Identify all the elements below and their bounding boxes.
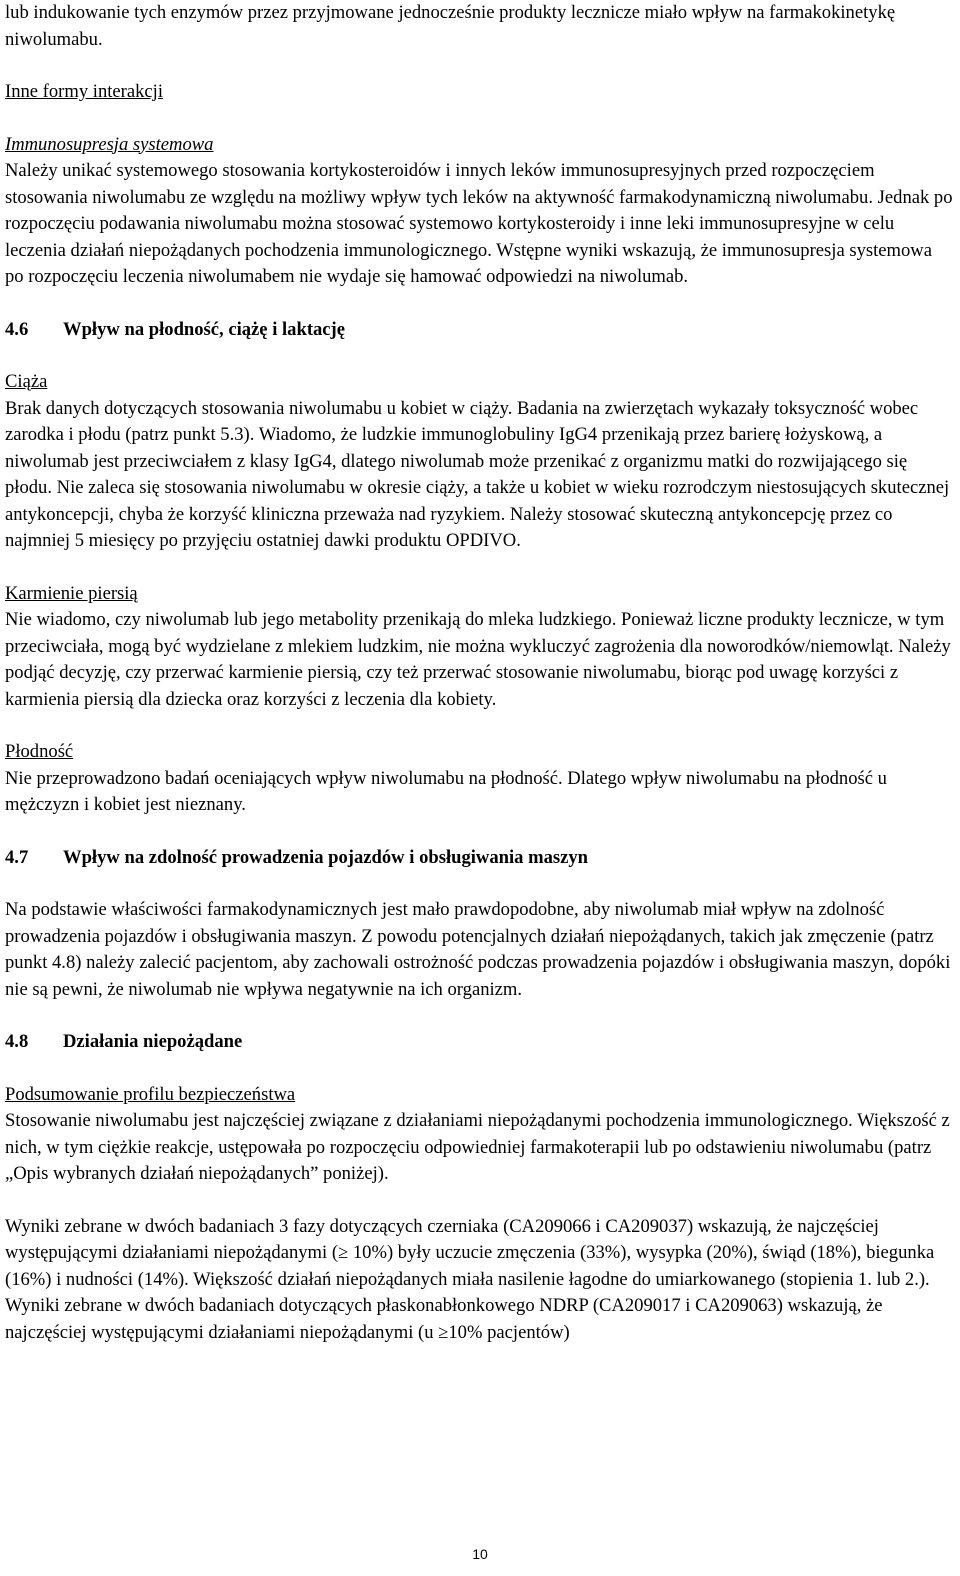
fertility-paragraph: Nie przeprowadzono badań oceniających wpływ niwolumabu na płodność. Dlatego wpływ niwolumabu na płodność u mężczyzn i kobiet jest nieznany. bbox=[5, 767, 887, 815]
immunosuppression-paragraph: Należy unikać systemowego stosowania kortykosteroidów i innych leków immunosupresyjnych przed rozpoczęciem stosowania niwolumabu ze względu na możliwy wpływ tych leków na aktywność farmakodynamiczną niwolumabu. Jednak po rozpoczęciu podawania niwolumabu można stosować systemowo kortykosteroidy i inne leki immunosupresyjne w celu leczenia działań niepożądanych pochodzenia immunologicznego. Wstępne wyniki wskazują, że immunosupresja systemowa po rozpoczęciu leczenia niwolumabem nie wydaje się hamować odpowiedzi na niwolumab. bbox=[5, 160, 953, 287]
section-title: Wpływ na zdolność prowadzenia pojazdów i obsługiwania maszyn bbox=[63, 846, 589, 868]
section-number: 4.8 bbox=[5, 1031, 29, 1052]
document-page bbox=[5, 0, 955, 1346]
driving-paragraph: Na podstawie właściwości farmakodynamicznych jest mało prawdopodobne, aby niwolumab miał wpływ na zdolność prowadzenia pojazdów i obsługiwania maszyn. Z powodu potencjalnych działań niepożądanych, takich jak zmęczenie (patrz punkt 4.8) należy zalecić pacjentom, aby zachowali ostrożność podczas prowadzenia pojazdów i obsługiwania maszyn, dopóki nie są pewni, że niwolumab nie wpływa negatywnie na ich organizm. bbox=[5, 899, 951, 1000]
section-number: 4.6 bbox=[5, 318, 29, 340]
section-4-7-heading bbox=[5, 845, 955, 872]
immunosuppression-subtitle: Immunosupresja systemowa bbox=[5, 133, 214, 155]
breastfeeding-paragraph: Nie wiadomo, czy niwolumab lub jego metabolity przenikają do mleka ludzkiego. Ponieważ liczne produkty lecznicze, w tym przeciwciała, mogą być wydzielane z mlekiem ludzkim, nie można wykluczyć zagrożenia dla noworodków/niemowląt. Należy podjąć decyzję, czy przerwać karmienie piersią, czy też przerwać stosowanie niwolumabu, biorąc pod uwagę korzyści z karmienia piersią dla dziecka oraz korzyści z leczenia dla kobiety. bbox=[5, 609, 951, 710]
section-title: Działania niepożądane bbox=[63, 1031, 243, 1052]
nsclc-results-paragraph: Wyniki zebrane w dwóch badaniach dotyczących płaskonabłonkowego NDRP (CA209017 i CA209063) wskazują, że najczęściej występującymi działaniami niepożądanymi (u ≥10% pacjentów) bbox=[5, 1295, 883, 1343]
page-number: 10 bbox=[472, 1546, 488, 1562]
intro-continuation: lub indukowanie tych enzymów przez przyjmowane jednocześnie produkty lecznicze miało wpływ na farmakokinetykę niwolumabu. bbox=[5, 2, 896, 50]
section-4-6-heading bbox=[5, 317, 955, 344]
breastfeeding-title: Karmienie piersią bbox=[5, 582, 138, 604]
fertility-title: Płodność bbox=[5, 741, 74, 762]
section-title: Wpływ na płodność, ciążę i laktację bbox=[63, 318, 346, 340]
pregnancy-title: Ciąża bbox=[5, 371, 48, 392]
other-interactions-title: Inne formy interakcji bbox=[5, 81, 163, 102]
section-number: 4.7 bbox=[5, 846, 29, 868]
safety-summary-paragraph: Stosowanie niwolumabu jest najczęściej związane z działaniami niepożądanymi pochodzenia immunologicznego. Większość z nich, w tym ciężkie reakcje, ustępowała po rozpoczęciu odpowiedniej farmakoterapii lub po odstawieniu niwolumabu (patrz „Opis wybranych działań niepożądanych” poniżej). bbox=[5, 1110, 950, 1184]
pregnancy-paragraph: Brak danych dotyczących stosowania niwolumabu u kobiet w ciąży. Badania na zwierzętach wykazały toksyczność wobec zarodka i płodu (patrz punkt 5.3). Wiadomo, że ludzkie immunoglobuliny IgG4 przenikają przez barierę łożyskową, a niwolumab jest przeciwciałem z klasy IgG4, dlatego niwolumab może przenikać z organizmu matki do rozwijającego się płodu. Nie zaleca się stosowania niwolumabu w okresie ciąży, a także u kobiet w wieku rozrodczym niestosujących skutecznej antykoncepcji, chyba że korzyść kliniczna przeważa nad ryzykiem. Należy stosować skuteczną antykoncepcję przez co najmniej 5 miesięcy po przyjęciu ostatniej dawki produktu OPDIVO. bbox=[5, 397, 950, 551]
safety-summary-title: Podsumowanie profilu bezpieczeństwa bbox=[5, 1083, 296, 1105]
section-4-8-heading bbox=[5, 1029, 955, 1056]
melanoma-results-paragraph: Wyniki zebrane w dwóch badaniach 3 fazy dotyczących czerniaka (CA209066 i CA209037) wskazują, że najczęściej występującymi działaniami niepożądanymi (≥ 10%) były uczucie zmęczenia (33%), wysypka (20%), świąd (18%), biegunka (16%) i nudności (14%). Większość działań niepożądanych miała nasilenie łagodne do umiarkowanego (stopienia 1. lub 2.). bbox=[5, 1215, 935, 1290]
